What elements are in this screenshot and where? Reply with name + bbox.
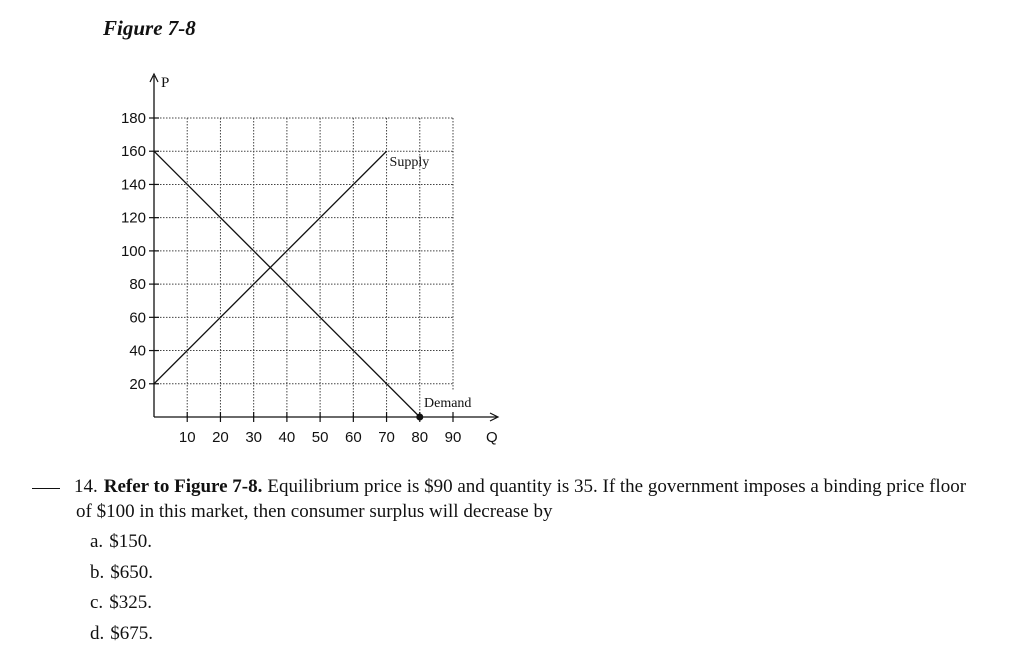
question-text-line2: of $100 in this market, then consumer surplus will decrease by	[76, 501, 553, 522]
question-stem	[32, 474, 1022, 499]
x-tick-label: 10	[178, 429, 196, 446]
y-tick-label: 140	[120, 176, 146, 194]
question-reference: Refer to Figure 7-8.	[103, 476, 263, 497]
x-axis-label: Q	[486, 429, 498, 446]
answer-option-b[interactable]	[90, 558, 1022, 589]
y-tick-label: 100	[120, 242, 146, 260]
demand-label: Demand	[424, 396, 472, 411]
answer-options	[32, 527, 1022, 649]
question-14	[32, 474, 1022, 649]
option-text: $150.	[109, 531, 152, 552]
answer-option-c[interactable]	[90, 588, 1022, 619]
figure-title: Figure 7-8	[103, 16, 196, 40]
option-letter: b.	[90, 561, 105, 583]
option-letter: a.	[90, 531, 104, 552]
answer-blank[interactable]	[32, 474, 60, 489]
option-letter: d.	[90, 622, 105, 644]
y-axis-label: P	[161, 75, 170, 91]
option-text: $650.	[110, 561, 153, 583]
question-number: 14.	[74, 476, 98, 497]
y-tick-label: 40	[129, 342, 146, 360]
x-tick-label: 70	[378, 429, 395, 446]
x-tick-label: 40	[278, 429, 296, 446]
x-tick-label: 20	[212, 429, 229, 446]
supply-label: Supply	[389, 155, 430, 171]
y-tick-label: 80	[129, 276, 146, 294]
option-letter: c.	[90, 592, 104, 613]
answer-option-d[interactable]	[90, 619, 1022, 650]
question-text-line1: Equilibrium price is $90 and quantity is 35. If the government imposes a binding price floor	[267, 476, 967, 497]
x-tick-label: 50	[311, 429, 329, 446]
option-text: $325.	[109, 592, 152, 613]
x-tick-label: 90	[444, 429, 462, 446]
x-tick-label: 30	[245, 429, 263, 446]
y-tick-label: 160	[120, 143, 146, 161]
y-tick-label: 60	[129, 309, 146, 327]
demand-intercept-point	[416, 414, 423, 421]
option-text: $675.	[110, 622, 153, 644]
x-tick-label: 60	[344, 429, 362, 446]
y-tick-label: 120	[120, 209, 146, 227]
x-tick-label: 80	[411, 429, 429, 446]
answer-option-a[interactable]	[90, 527, 1022, 558]
y-tick-label: 180	[120, 110, 146, 127]
y-tick-label: 20	[129, 375, 146, 393]
